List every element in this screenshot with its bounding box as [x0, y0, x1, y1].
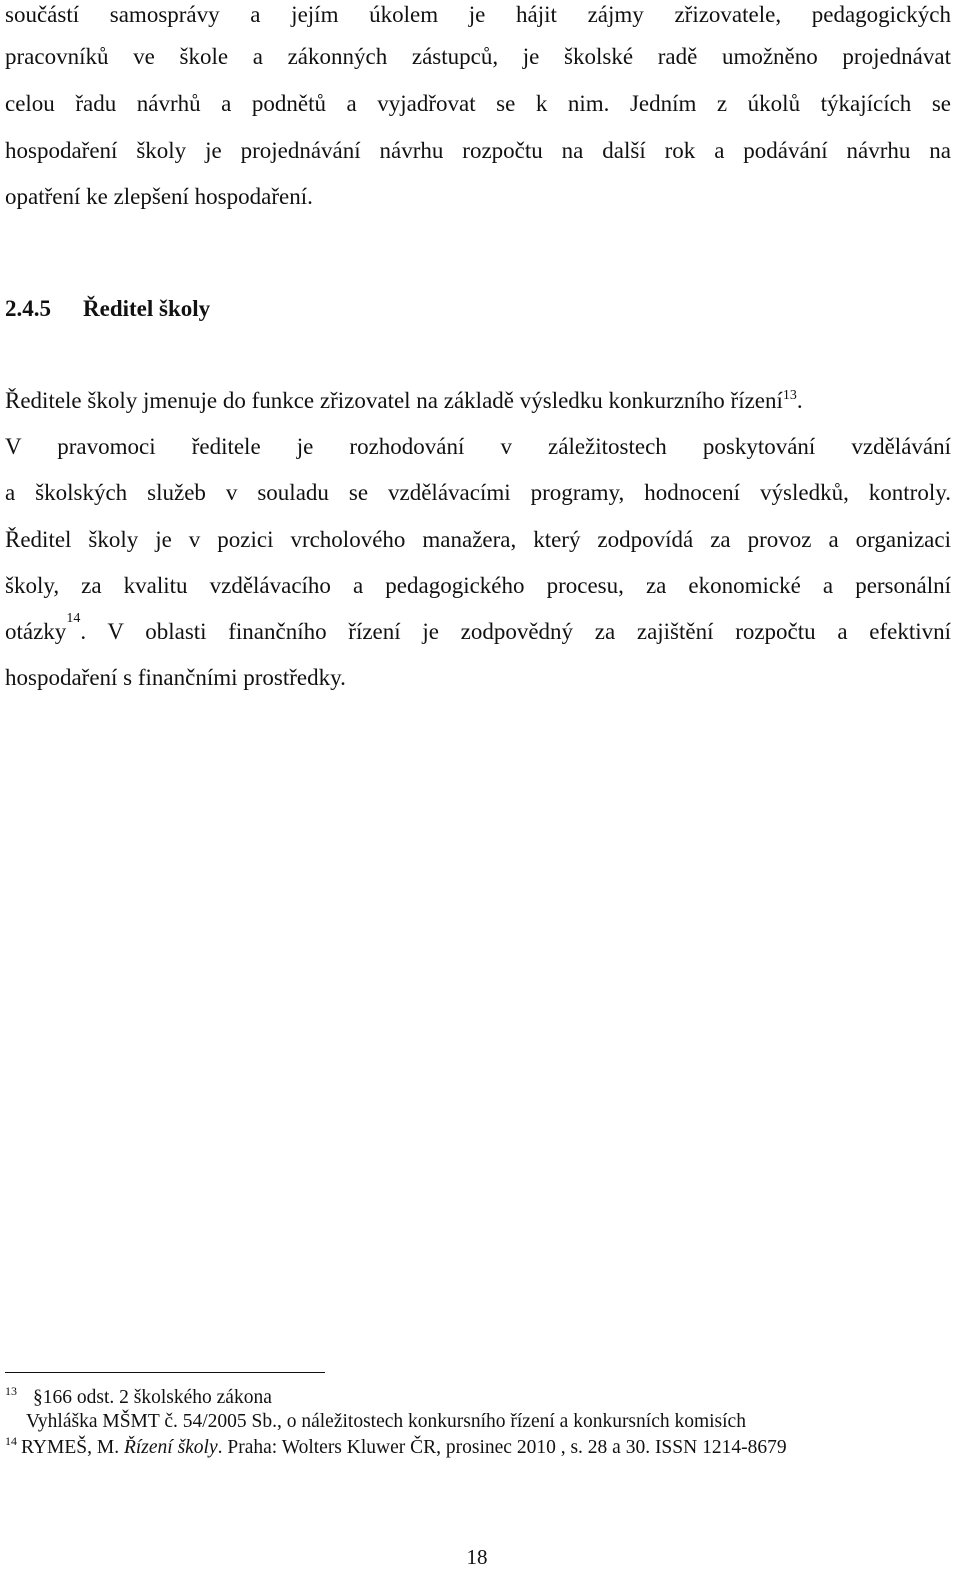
- text-line: opatření ke zlepšení hospodaření.: [5, 184, 313, 209]
- text-span: .: [796, 388, 803, 413]
- text-line: pracovníků ve škole a zákonných zástupců, je školské radě umožněno projednávat: [5, 44, 951, 69]
- footnote-13-cont: Vyhláška MŠMT č. 54/2005 Sb., o náležitostech konkursního řízení a konkursních komisích: [26, 1411, 746, 1432]
- text-span: otázky: [5, 619, 67, 644]
- footnote-text: §166 odst. 2 školského zákona: [33, 1387, 272, 1408]
- text-line: Ředitel školy je v pozici vrcholového manažera, který zodpovídá za provoz a organizaci: [5, 527, 951, 552]
- footnote-text: . Praha: Wolters Kluwer ČR, prosinec 2010 , s. 28 a 30. ISSN 1214-8679: [217, 1437, 787, 1458]
- text-line: a školských služeb v souladu se vzdělávacími programy, hodnocení výsledků, kontroly.: [5, 480, 951, 505]
- section-number: 2.4.5: [5, 296, 51, 321]
- text-line: součástí samosprávy a jejím úkolem je hájit zájmy zřizovatele, pedagogických: [5, 2, 951, 27]
- text-line: [5, 611, 951, 647]
- text-line: V pravomoci ředitele je rozhodování v záležitostech poskytování vzdělávání: [5, 434, 951, 459]
- text-span: Ředitele školy jmenuje do funkce zřizovatel na základě výsledku konkurzního řízení: [5, 388, 783, 413]
- text-line: celou řadu návrhů a podnětů a vyjadřovat se k nim. Jedním z úkolů týkajících se: [5, 91, 951, 116]
- footnote-separator: [5, 1372, 325, 1373]
- page-number: 18: [466, 1545, 488, 1569]
- footnote-mark: 14: [5, 1434, 17, 1448]
- footnote-14: [5, 1436, 787, 1460]
- footnote-book-title: Řízení školy: [123, 1437, 218, 1458]
- text-line: školy, za kvalitu vzdělávacího a pedagogického procesu, za ekonomické a personální: [5, 573, 951, 598]
- text-line: hospodaření s finančními prostředky.: [5, 665, 346, 690]
- footnote-author: RYMEŠ, M.: [21, 1437, 124, 1458]
- footnote-13: [5, 1386, 272, 1410]
- section-title: Ředitel školy: [83, 296, 211, 321]
- text-span: . V oblasti finančního řízení je zodpovědný za zajištění rozpočtu a efektivní: [80, 619, 951, 644]
- footnote-mark: 13: [5, 1384, 17, 1398]
- footnote-ref-13: 13: [782, 388, 797, 403]
- text-line: hospodaření školy je projednávání návrhu rozpočtu na další rok a podávání návrhu na: [5, 138, 951, 163]
- text-line: [5, 386, 951, 416]
- section-heading: [5, 294, 210, 324]
- footnote-ref-14: 14: [66, 611, 81, 626]
